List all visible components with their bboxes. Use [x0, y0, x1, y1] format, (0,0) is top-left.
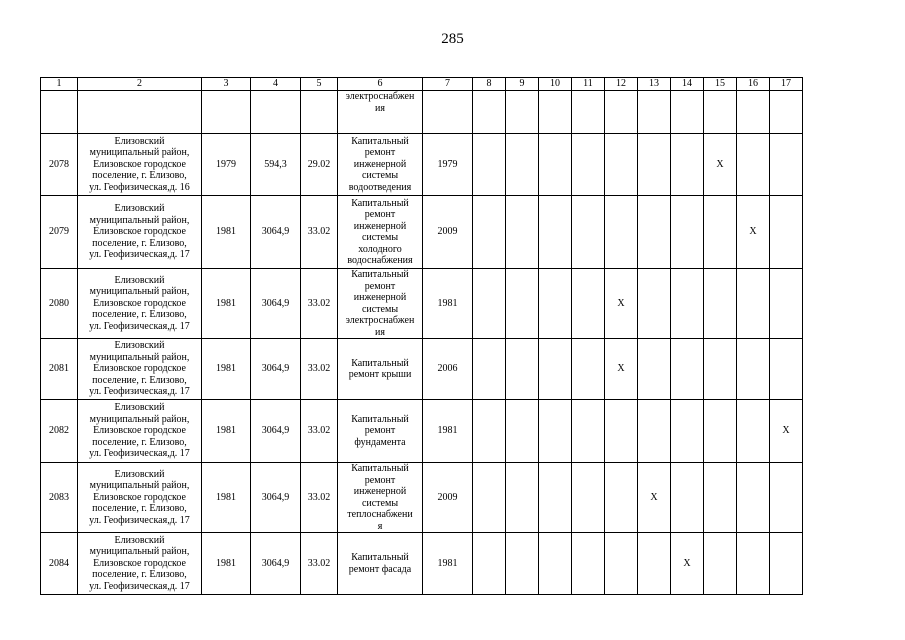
work-cell: Капитальный ремонт фундамента [338, 400, 423, 463]
empty-cell [473, 400, 506, 463]
address-cell: Елизовский муниципальный район, Елизовское городское поселение, г. Елизово, ул. Геофизическая,д. 17 [78, 196, 202, 269]
code-cell: 33.02 [301, 339, 338, 400]
row-number-cell: 2083 [41, 463, 78, 533]
empty-cell [423, 91, 473, 134]
column-header: 15 [704, 78, 737, 91]
empty-cell [605, 196, 638, 269]
code-cell: 29.02 [301, 134, 338, 196]
empty-cell [473, 269, 506, 339]
empty-cell [704, 400, 737, 463]
column-header: 7 [423, 78, 473, 91]
column-header: 6 [338, 78, 423, 91]
row-number-cell: 2078 [41, 134, 78, 196]
year-built-cell: 1981 [202, 339, 251, 400]
empty-cell [704, 463, 737, 533]
mark-cell: X [770, 400, 803, 463]
empty-cell [671, 91, 704, 134]
continuation-row [41, 91, 803, 134]
empty-cell [572, 269, 605, 339]
empty-cell [737, 463, 770, 533]
empty-cell [301, 91, 338, 134]
mark-cell: X [605, 269, 638, 339]
empty-cell [671, 400, 704, 463]
mark-cell: X [671, 533, 704, 595]
empty-cell [605, 134, 638, 196]
address-cell: Елизовский муниципальный район, Елизовское городское поселение, г. Елизово, ул. Геофизическая,д. 16 [78, 134, 202, 196]
row-number-cell: 2080 [41, 269, 78, 339]
work-cell: Капитальный ремонт инженерной системы электроснабжен ия [338, 269, 423, 339]
empty-cell [770, 196, 803, 269]
empty-cell [704, 269, 737, 339]
code-cell: 33.02 [301, 196, 338, 269]
empty-cell [506, 196, 539, 269]
code-cell: 33.02 [301, 533, 338, 595]
empty-cell [572, 196, 605, 269]
empty-cell [737, 134, 770, 196]
empty-cell [539, 269, 572, 339]
page-number: 285 [441, 31, 464, 47]
column-header: 10 [539, 78, 572, 91]
empty-cell [638, 134, 671, 196]
year-built-cell: 1981 [202, 463, 251, 533]
work-cell: электроснабжен ия [338, 91, 423, 134]
empty-cell [473, 91, 506, 134]
empty-cell [638, 339, 671, 400]
table-row [41, 339, 803, 400]
address-cell: Елизовский муниципальный район, Елизовское городское поселение, г. Елизово, ул. Геофизическая,д. 17 [78, 533, 202, 595]
empty-cell [605, 400, 638, 463]
empty-cell [605, 91, 638, 134]
empty-cell [737, 339, 770, 400]
year-built-cell: 1981 [202, 533, 251, 595]
year-built-cell: 1979 [202, 134, 251, 196]
year-built-cell: 1981 [202, 269, 251, 339]
empty-cell [539, 134, 572, 196]
column-header: 9 [506, 78, 539, 91]
year-cell: 1979 [423, 134, 473, 196]
address-cell: Елизовский муниципальный район, Елизовское городское поселение, г. Елизово, ул. Геофизическая,д. 17 [78, 463, 202, 533]
empty-cell [473, 533, 506, 595]
empty-cell [202, 91, 251, 134]
column-header: 16 [737, 78, 770, 91]
year-cell: 1981 [423, 269, 473, 339]
area-cell: 3064,9 [251, 400, 301, 463]
empty-cell [572, 400, 605, 463]
repair-table [40, 77, 803, 595]
empty-cell [770, 269, 803, 339]
empty-cell [737, 533, 770, 595]
empty-cell [638, 400, 671, 463]
empty-cell [506, 269, 539, 339]
empty-cell [671, 196, 704, 269]
empty-cell [770, 463, 803, 533]
year-built-cell: 1981 [202, 196, 251, 269]
code-cell: 33.02 [301, 400, 338, 463]
empty-cell [41, 91, 78, 134]
empty-cell [506, 463, 539, 533]
mark-cell: X [737, 196, 770, 269]
mark-cell: X [638, 463, 671, 533]
row-number-cell: 2082 [41, 400, 78, 463]
column-header: 2 [78, 78, 202, 91]
empty-cell [704, 339, 737, 400]
empty-cell [704, 196, 737, 269]
column-header: 4 [251, 78, 301, 91]
area-cell: 594,3 [251, 134, 301, 196]
year-cell: 1981 [423, 400, 473, 463]
mark-cell: X [704, 134, 737, 196]
empty-cell [473, 134, 506, 196]
header-row [41, 78, 803, 91]
work-cell: Капитальный ремонт инженерной системы теплоснабжени я [338, 463, 423, 533]
row-number-cell: 2084 [41, 533, 78, 595]
year-built-cell: 1981 [202, 400, 251, 463]
empty-cell [770, 91, 803, 134]
year-cell: 2009 [423, 463, 473, 533]
code-cell: 33.02 [301, 463, 338, 533]
work-cell: Капитальный ремонт инженерной системы холодного водоснабжения [338, 196, 423, 269]
empty-cell [506, 91, 539, 134]
table-row [41, 463, 803, 533]
column-header: 12 [605, 78, 638, 91]
area-cell: 3064,9 [251, 269, 301, 339]
empty-cell [671, 339, 704, 400]
empty-cell [473, 463, 506, 533]
empty-cell [78, 91, 202, 134]
empty-cell [506, 134, 539, 196]
area-cell: 3064,9 [251, 196, 301, 269]
table-row [41, 134, 803, 196]
address-cell: Елизовский муниципальный район, Елизовское городское поселение, г. Елизово, ул. Геофизическая,д. 17 [78, 400, 202, 463]
column-header: 14 [671, 78, 704, 91]
empty-cell [605, 463, 638, 533]
work-cell: Капитальный ремонт инженерной системы водоотведения [338, 134, 423, 196]
work-cell: Капитальный ремонт фасада [338, 533, 423, 595]
empty-cell [737, 400, 770, 463]
empty-cell [506, 339, 539, 400]
empty-cell [638, 269, 671, 339]
table-row [41, 269, 803, 339]
row-number-cell: 2079 [41, 196, 78, 269]
area-cell: 3064,9 [251, 533, 301, 595]
empty-cell [671, 269, 704, 339]
empty-cell [572, 91, 605, 134]
mark-cell: X [605, 339, 638, 400]
address-cell: Елизовский муниципальный район, Елизовское городское поселение, г. Елизово, ул. Геофизическая,д. 17 [78, 269, 202, 339]
empty-cell [539, 400, 572, 463]
code-cell: 33.02 [301, 269, 338, 339]
table-row [41, 533, 803, 595]
area-cell: 3064,9 [251, 339, 301, 400]
empty-cell [473, 196, 506, 269]
empty-cell [572, 339, 605, 400]
column-header: 1 [41, 78, 78, 91]
table-row [41, 196, 803, 269]
row-number-cell: 2081 [41, 339, 78, 400]
empty-cell [506, 533, 539, 595]
empty-cell [671, 463, 704, 533]
empty-cell [539, 339, 572, 400]
column-header: 3 [202, 78, 251, 91]
empty-cell [737, 91, 770, 134]
year-cell: 2006 [423, 339, 473, 400]
empty-cell [605, 533, 638, 595]
empty-cell [770, 339, 803, 400]
empty-cell [638, 196, 671, 269]
table-row [41, 400, 803, 463]
empty-cell [506, 400, 539, 463]
empty-cell [671, 134, 704, 196]
empty-cell [572, 463, 605, 533]
empty-cell [638, 91, 671, 134]
year-cell: 2009 [423, 196, 473, 269]
empty-cell [473, 339, 506, 400]
column-header: 13 [638, 78, 671, 91]
column-header: 17 [770, 78, 803, 91]
empty-cell [638, 533, 671, 595]
empty-cell [539, 463, 572, 533]
empty-cell [539, 91, 572, 134]
empty-cell [572, 533, 605, 595]
area-cell: 3064,9 [251, 463, 301, 533]
empty-cell [704, 533, 737, 595]
column-header: 5 [301, 78, 338, 91]
empty-cell [539, 196, 572, 269]
year-cell: 1981 [423, 533, 473, 595]
column-header: 8 [473, 78, 506, 91]
empty-cell [737, 269, 770, 339]
empty-cell [770, 533, 803, 595]
empty-cell [539, 533, 572, 595]
work-cell: Капитальный ремонт крыши [338, 339, 423, 400]
empty-cell [251, 91, 301, 134]
address-cell: Елизовский муниципальный район, Елизовское городское поселение, г. Елизово, ул. Геофизическая,д. 17 [78, 339, 202, 400]
empty-cell [572, 134, 605, 196]
column-header: 11 [572, 78, 605, 91]
empty-cell [770, 134, 803, 196]
empty-cell [704, 91, 737, 134]
